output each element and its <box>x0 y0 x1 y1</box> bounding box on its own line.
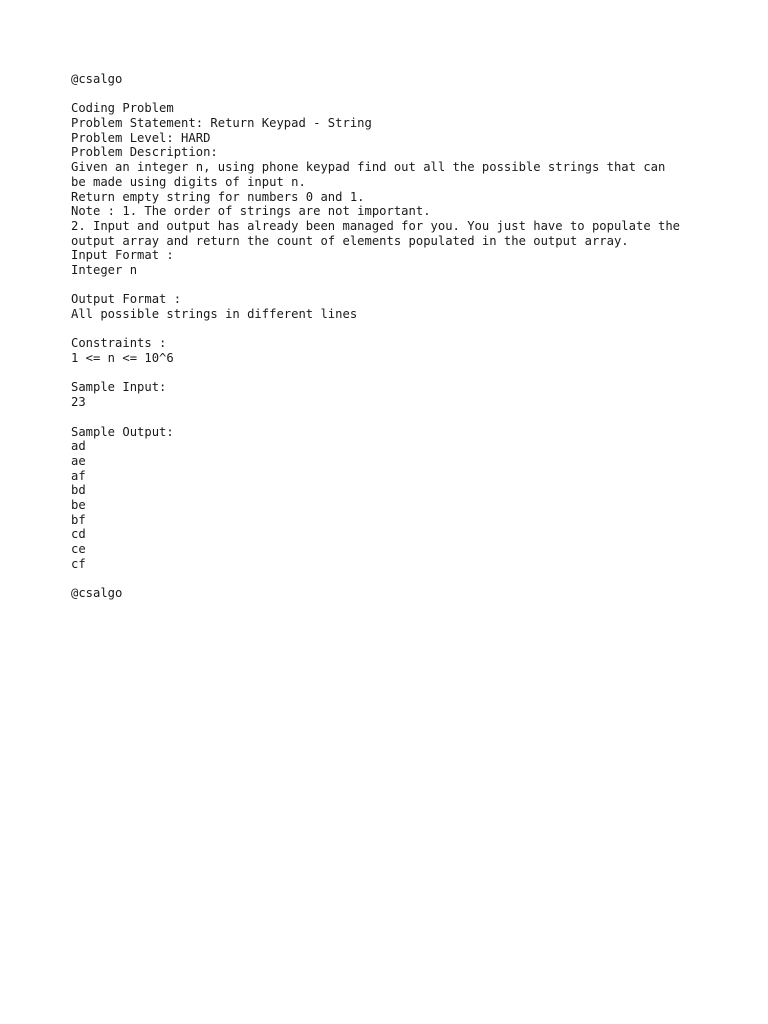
description-line: Given an integer n, using phone keypad find out all the possible strings that can <box>71 160 666 175</box>
note-line: 2. Input and output has already been managed for you. You just have to populate the <box>71 218 681 233</box>
spacer <box>71 87 751 102</box>
spacer <box>71 410 751 425</box>
spacer <box>71 366 751 381</box>
sample-output-line: af <box>71 468 86 483</box>
sample-output-line: bf <box>71 512 86 527</box>
description-line: be made using digits of input n. <box>71 174 306 189</box>
output-format-value: All possible strings in different lines <box>71 307 358 321</box>
sample-output-line: be <box>71 497 86 512</box>
heading: Coding Problem <box>71 101 174 116</box>
sample-output-line: ce <box>71 542 86 556</box>
sample-output-line: cd <box>71 527 86 542</box>
sample-input-label: Sample Input: <box>71 380 167 395</box>
note-line: output array and return the count of elements populated in the output array. <box>71 233 629 248</box>
constraints-label: Constraints : <box>71 336 167 351</box>
input-format-value: Integer n <box>71 262 138 277</box>
sample-output-line: bd <box>71 483 86 498</box>
sample-output-line: cf <box>71 556 86 571</box>
constraints-value: 1 <= n <= 10^6 <box>71 351 174 366</box>
problem-statement: Problem Statement: Return Keypad - String <box>71 116 372 131</box>
description-line: Return empty string for numbers 0 and 1. <box>71 189 365 204</box>
note-line: Note : 1. The order of strings are not important. <box>71 204 431 219</box>
problem-level: Problem Level: HARD <box>71 130 211 145</box>
footer-handle: @csalgo <box>71 586 123 601</box>
sample-output-label: Sample Output: <box>71 424 174 439</box>
header-handle: @csalgo <box>71 72 123 86</box>
document-body <box>71 72 751 601</box>
sample-input-value: 23 <box>71 395 86 410</box>
description-label: Problem Description: <box>71 145 218 160</box>
spacer <box>71 571 751 586</box>
sample-output-line: ae <box>71 453 86 468</box>
input-format-label: Input Format : <box>71 248 174 263</box>
spacer <box>71 322 751 337</box>
sample-output-line: ad <box>71 439 86 454</box>
spacer <box>71 278 751 293</box>
output-format-label: Output Format : <box>71 292 182 307</box>
